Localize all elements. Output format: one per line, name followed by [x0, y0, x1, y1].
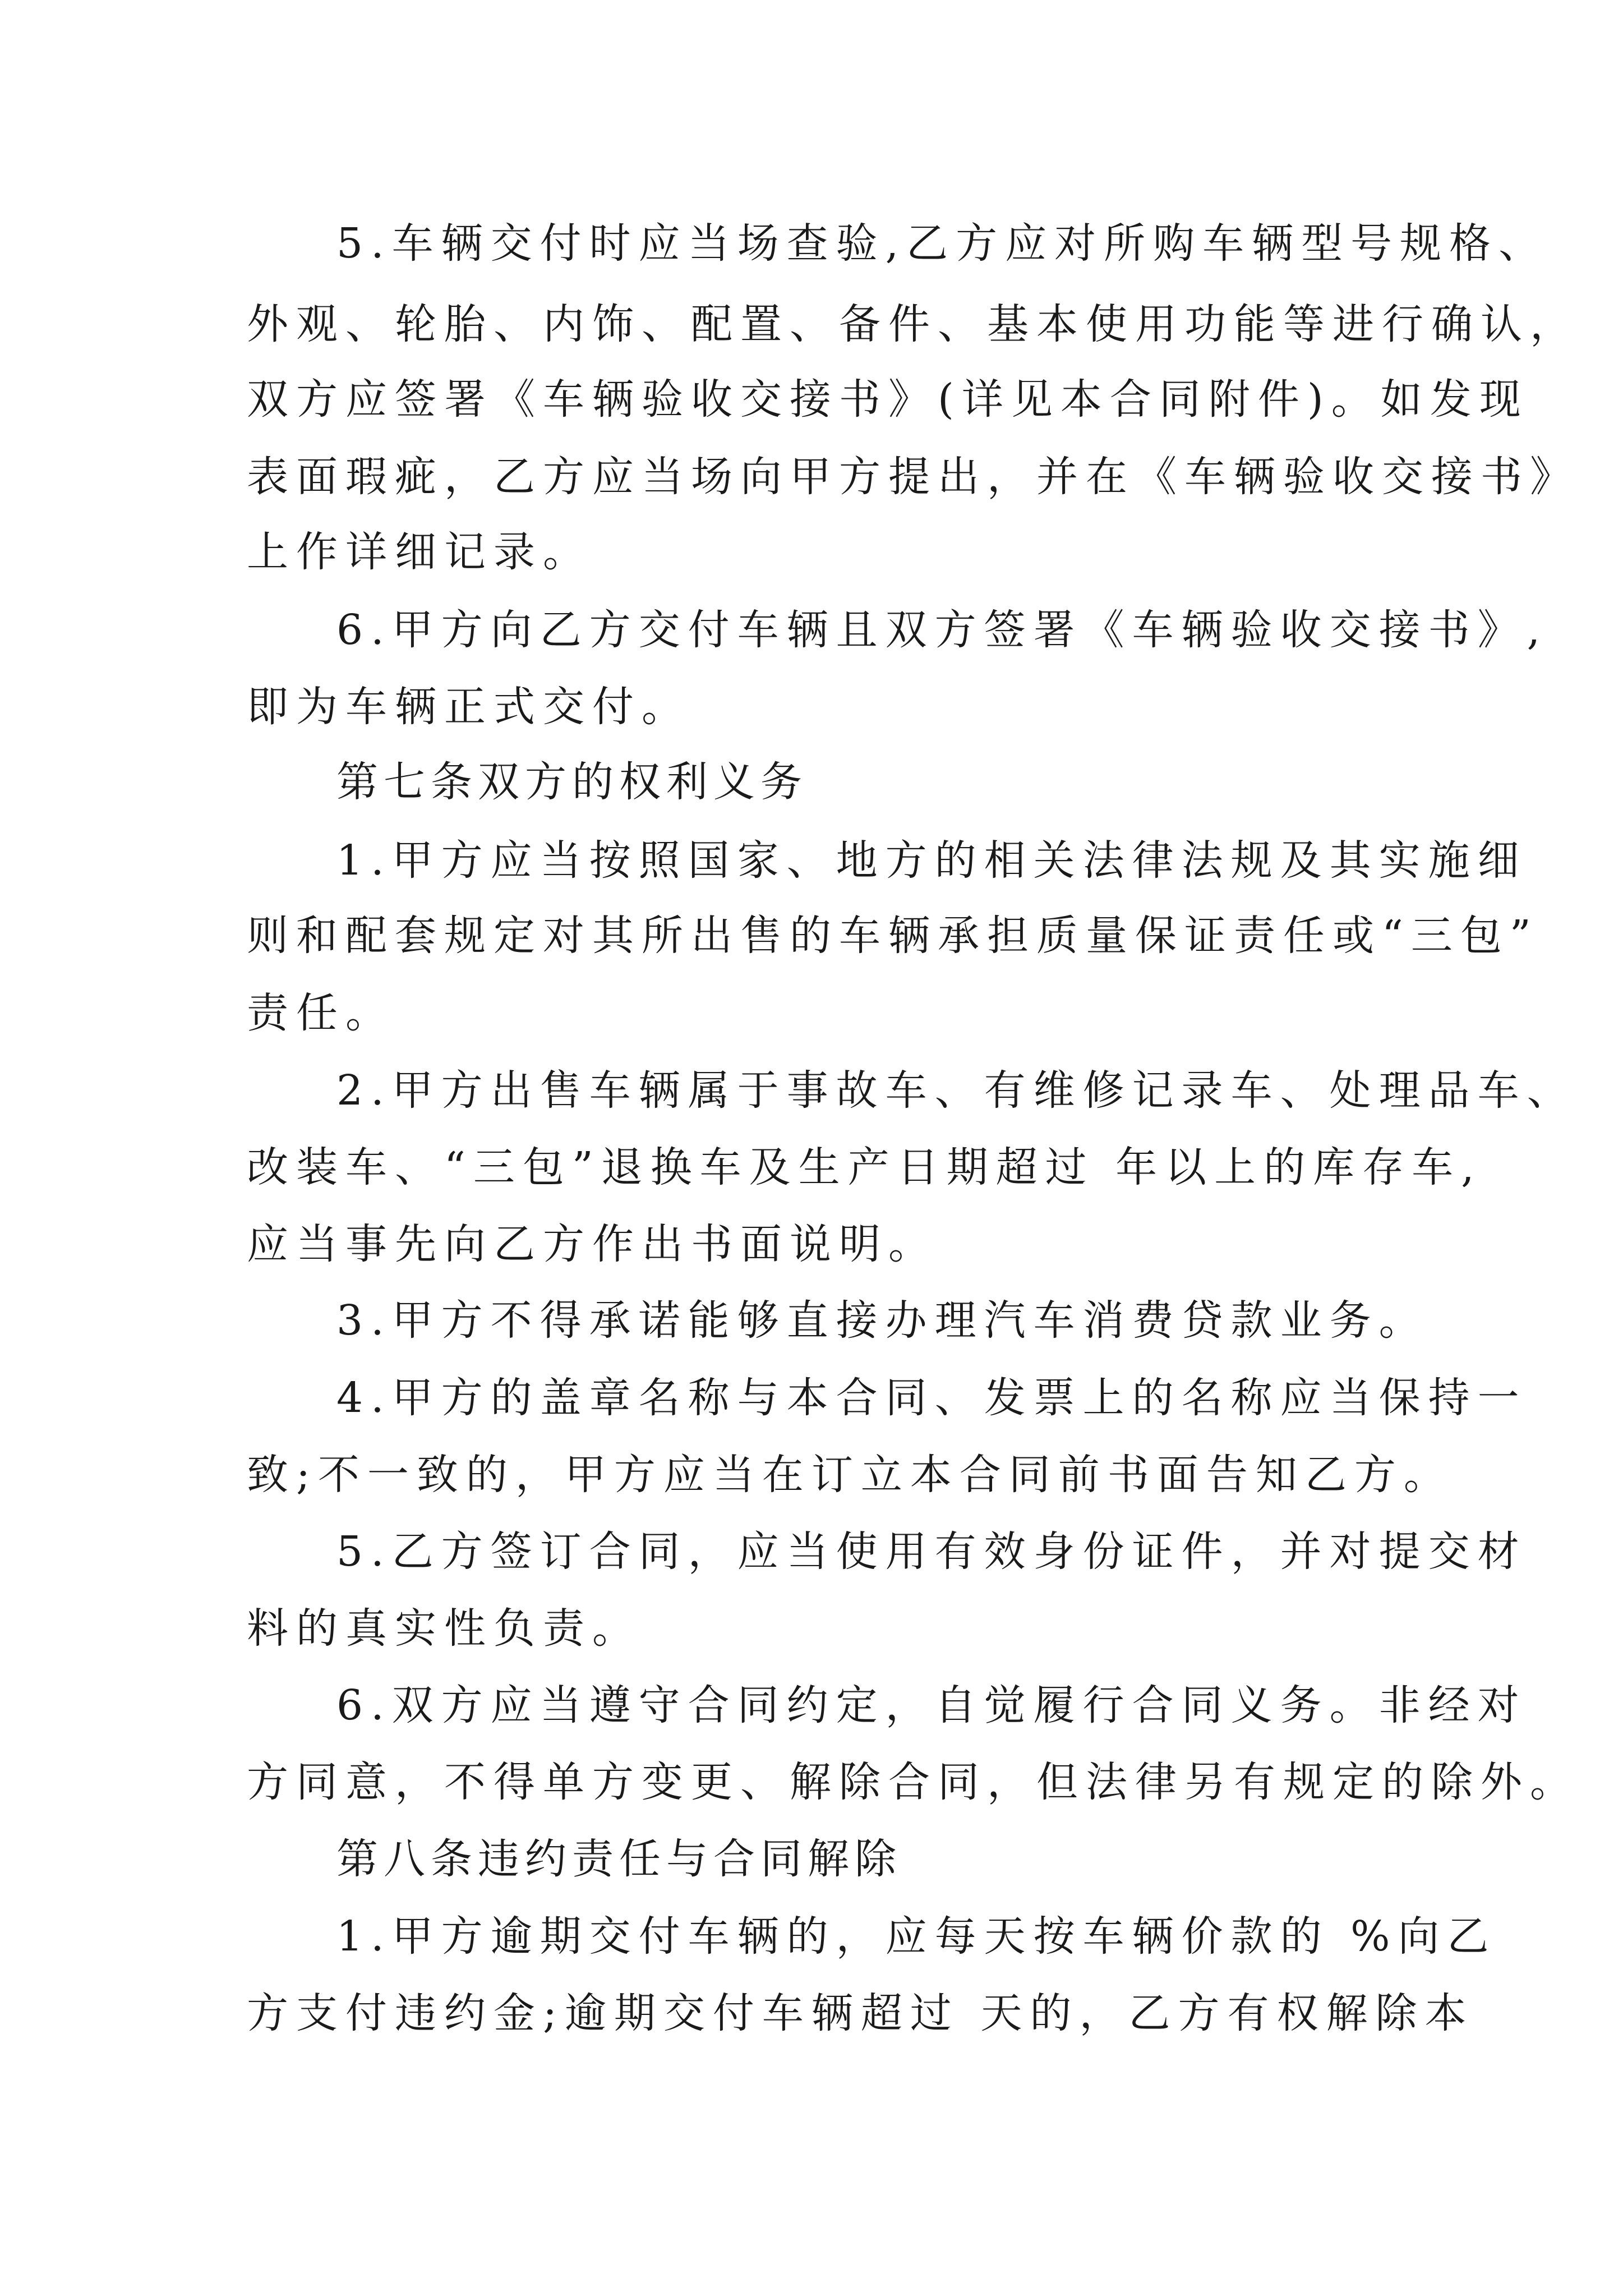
paragraph-line: 料的真实性负责。	[247, 1604, 642, 1653]
paragraph-line: 责任。	[247, 989, 395, 1037]
paragraph-line: 6.甲方向乙方交付车辆且双方签署《车辆验收交接书》,	[336, 606, 1548, 654]
paragraph-line: 改装车、“三包”退换车及生产日期超过 年以上的库存车,	[247, 1143, 1482, 1191]
section-heading: 第八条违约责任与合同解除	[336, 1835, 902, 1883]
paragraph-line: 4.甲方的盖章名称与本合同、发票上的名称应当保持一	[336, 1374, 1527, 1422]
section-heading: 第七条双方的权利义务	[336, 758, 808, 806]
paragraph-line: 6.双方应当遵守合同约定，自觉履行合同义务。非经对	[336, 1681, 1527, 1729]
paragraph-line: 2.甲方出售车辆属于事故车、有维修记录车、处理品车、	[336, 1066, 1576, 1115]
paragraph-line: 即为车辆正式交付。	[247, 683, 691, 731]
paragraph-line: 致;不一致的，甲方应当在订立本合同前书面告知乙方。	[247, 1451, 1453, 1499]
paragraph-line: 上作详细记录。	[247, 528, 592, 576]
paragraph-line: 方支付违约金;逾期交付车辆超过 天的，乙方有权解除本	[247, 1989, 1474, 2037]
paragraph-line: 方同意，不得单方变更、解除合同，但法律另有规定的除外。	[247, 1758, 1579, 1806]
paragraph-line: 5.乙方签订合同，应当使用有效身份证件，并对提交材	[336, 1527, 1527, 1576]
paragraph-line: 1.甲方逾期交付车辆的，应每天按车辆价款的 %向乙	[336, 1912, 1497, 1961]
paragraph-line: 双方应签署《车辆验收交接书》(详见本合同附件)。如发现	[247, 375, 1529, 424]
paragraph-line: 则和配套规定对其所出售的车辆承担质量保证责任或“三包”	[247, 912, 1539, 960]
paragraph-line: 5.车辆交付时应当场查验,乙方应对所购车辆型号规格、	[336, 219, 1548, 268]
paragraph-line: 表面瑕疵，乙方应当场向甲方提出，并在《车辆验收交接书》	[247, 453, 1579, 501]
paragraph-line: 1.甲方应当按照国家、地方的相关法律法规及其实施细	[336, 836, 1527, 885]
paragraph-line: 外观、轮胎、内饰、配置、备件、基本使用功能等进行确认，	[247, 300, 1579, 348]
paragraph-line: 3.甲方不得承诺能够直接办理汽车消费贷款业务。	[336, 1296, 1428, 1345]
paragraph-line: 应当事先向乙方作出书面说明。	[247, 1220, 938, 1268]
